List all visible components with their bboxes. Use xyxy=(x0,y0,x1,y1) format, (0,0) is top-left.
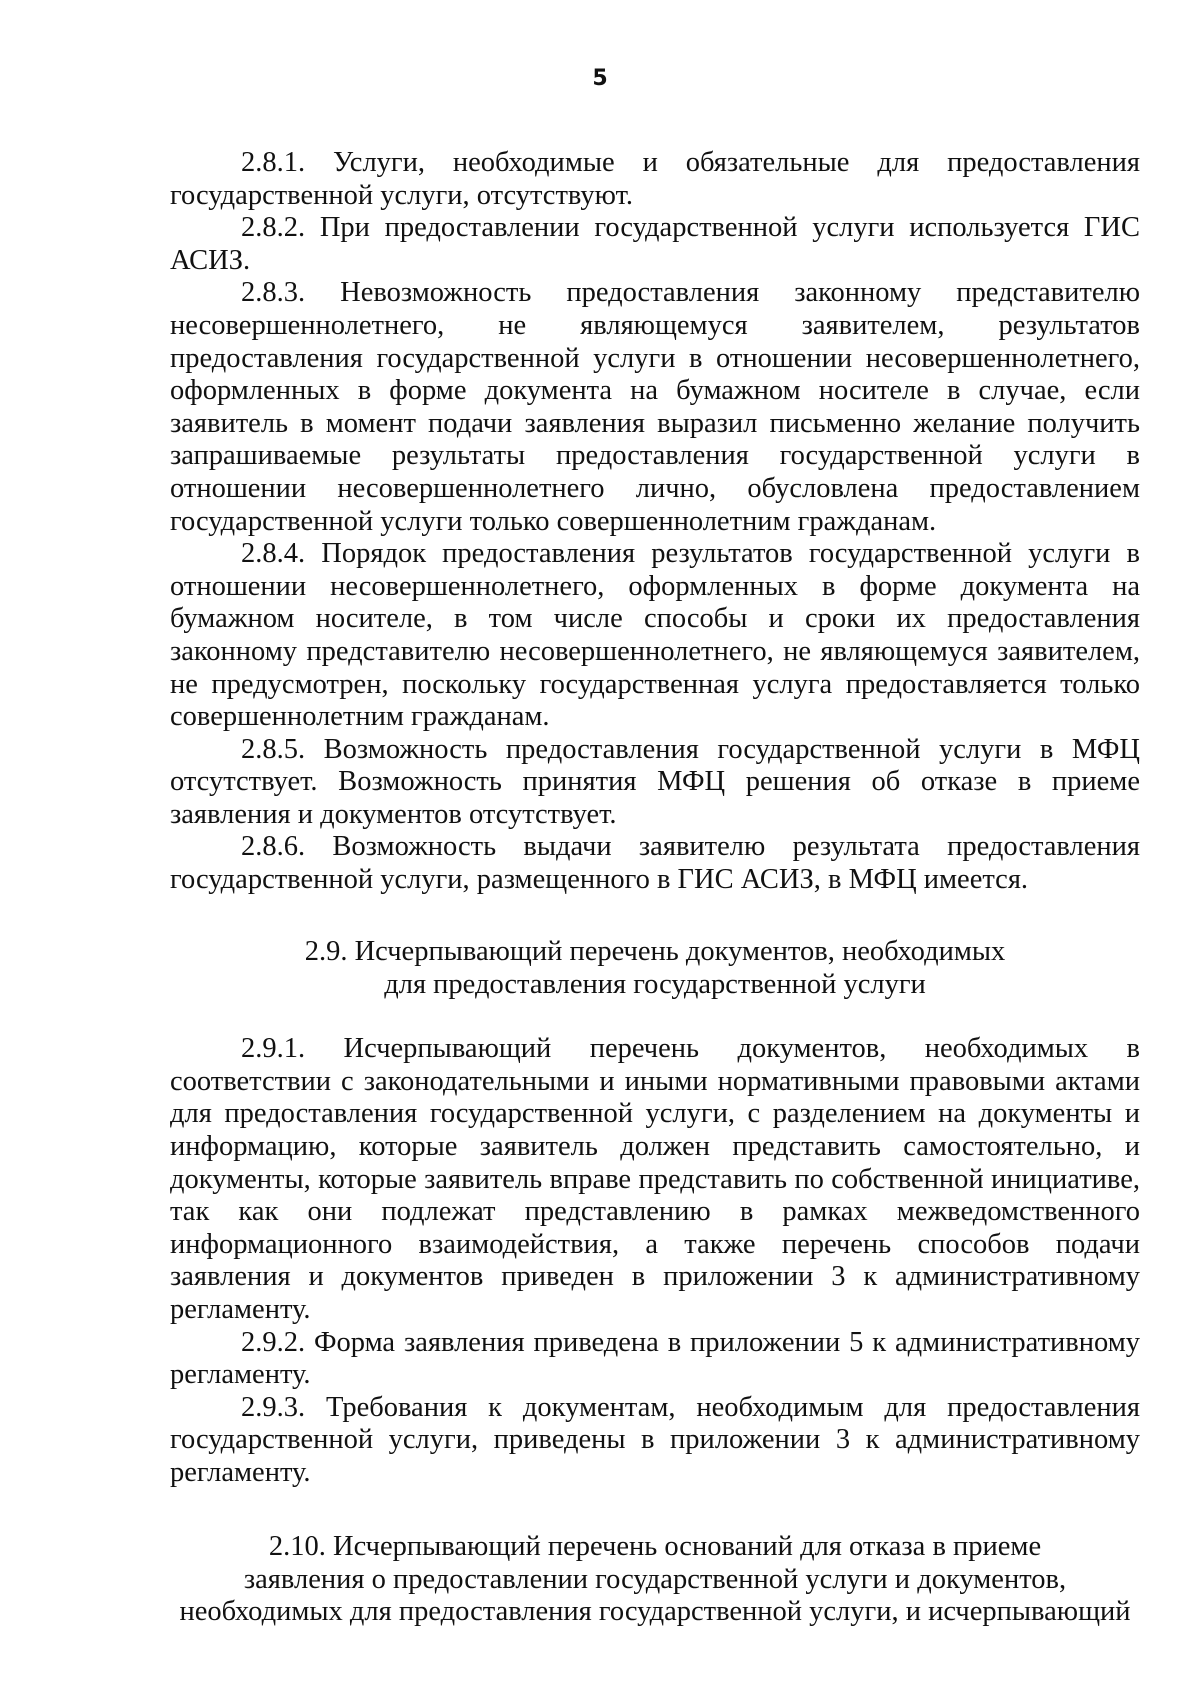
section-2-9 xyxy=(170,936,1140,1490)
page-number: 5 xyxy=(592,66,608,91)
section-2-10 xyxy=(170,1531,1140,1629)
paragraph-2-8-1: 2.8.1. Услуги, необходимые и обязательные для предоставления государственной услуги, отсутствуют. xyxy=(170,147,1140,211)
heading-line: для предоставления государственной услуги xyxy=(384,968,926,1000)
section-2-8-paragraphs xyxy=(170,147,1140,897)
paragraph-2-9-2: 2.9.2. Форма заявления приведена в приложении 5 к административному регламенту. xyxy=(170,1326,1140,1391)
paragraph-2-8-2: 2.8.2. При предоставлении государственной услуги используется ГИС АСИЗ. xyxy=(170,212,1140,276)
paragraph-2-8-4: 2.8.4. Порядок предоставления результатов государственной услуги в отношении несовершеннолетнего, оформленных в форме документа на бумажном носителе, в том числе способы и сроки их предоставления законному представителю несовершеннолетнего, не являющемуся заявителем, не предусмотрен, поскольку государственная услуга предоставляется только совершеннолетним гражданам. xyxy=(170,538,1140,733)
paragraph-2-8-5: 2.8.5. Возможность предоставления государственной услуги в МФЦ отсутствует. Возможность принятия МФЦ решения об отказе в приеме заявления и документов отсутствует. xyxy=(170,733,1140,830)
section-heading-2-10 xyxy=(170,1531,1140,1629)
paragraph-2-9-3: 2.9.3. Требования к документам, необходимым для предоставления государственной услуги, приведены в приложении 3 к административному регламенту. xyxy=(170,1391,1140,1488)
heading-line: заявления о предоставлении государственной услуги и документов, xyxy=(243,1563,1067,1595)
paragraph-2-8-6: 2.8.6. Возможность выдачи заявителю результата предоставления государственной услуги, размещенного в ГИС АСИЗ, в МФЦ имеется. xyxy=(170,831,1140,896)
spacer xyxy=(170,1001,1140,1033)
heading-line: 2.9. Исчерпывающий перечень документов, необходимых xyxy=(304,936,1006,967)
heading-line: 2.10. Исчерпывающий перечень оснований для отказа в приеме xyxy=(268,1531,1042,1562)
paragraph-2-9-1: 2.9.1. Исчерпывающий перечень документов, необходимых в соответствии с законодательными и иными нормативными правовыми актами для предоставления государственной услуги, с разделением на документы и информацию, которые заявитель должен представить самостоятельно, и документы, которые заявитель вправе представить по собственной инициативе, так как они подлежат представлению в рамках межведомственного информационного взаимодействия, а также перечень способов подачи заявления и документов приведен в приложении 3 к административному регламенту. xyxy=(170,1033,1140,1325)
section-heading-2-9 xyxy=(170,936,1140,1001)
heading-line: необходимых для предоставления государственной услуги, и исчерпывающий xyxy=(179,1596,1131,1628)
paragraph-2-8-3: 2.8.3. Невозможность предоставления законному представителю несовершеннолетнего, не являющемуся заявителем, результатов предоставления государственной услуги в отношении несовершеннолетнего, оформленных в форме документа на бумажном носителе в случае, если заявитель в момент подачи заявления выразил письменно желание получить запрашиваемые результаты предоставления государственной услуги в отношении несовершеннолетнего лично, обусловлена предоставлением государственной услуги только совершеннолетним гражданам. xyxy=(170,277,1140,537)
